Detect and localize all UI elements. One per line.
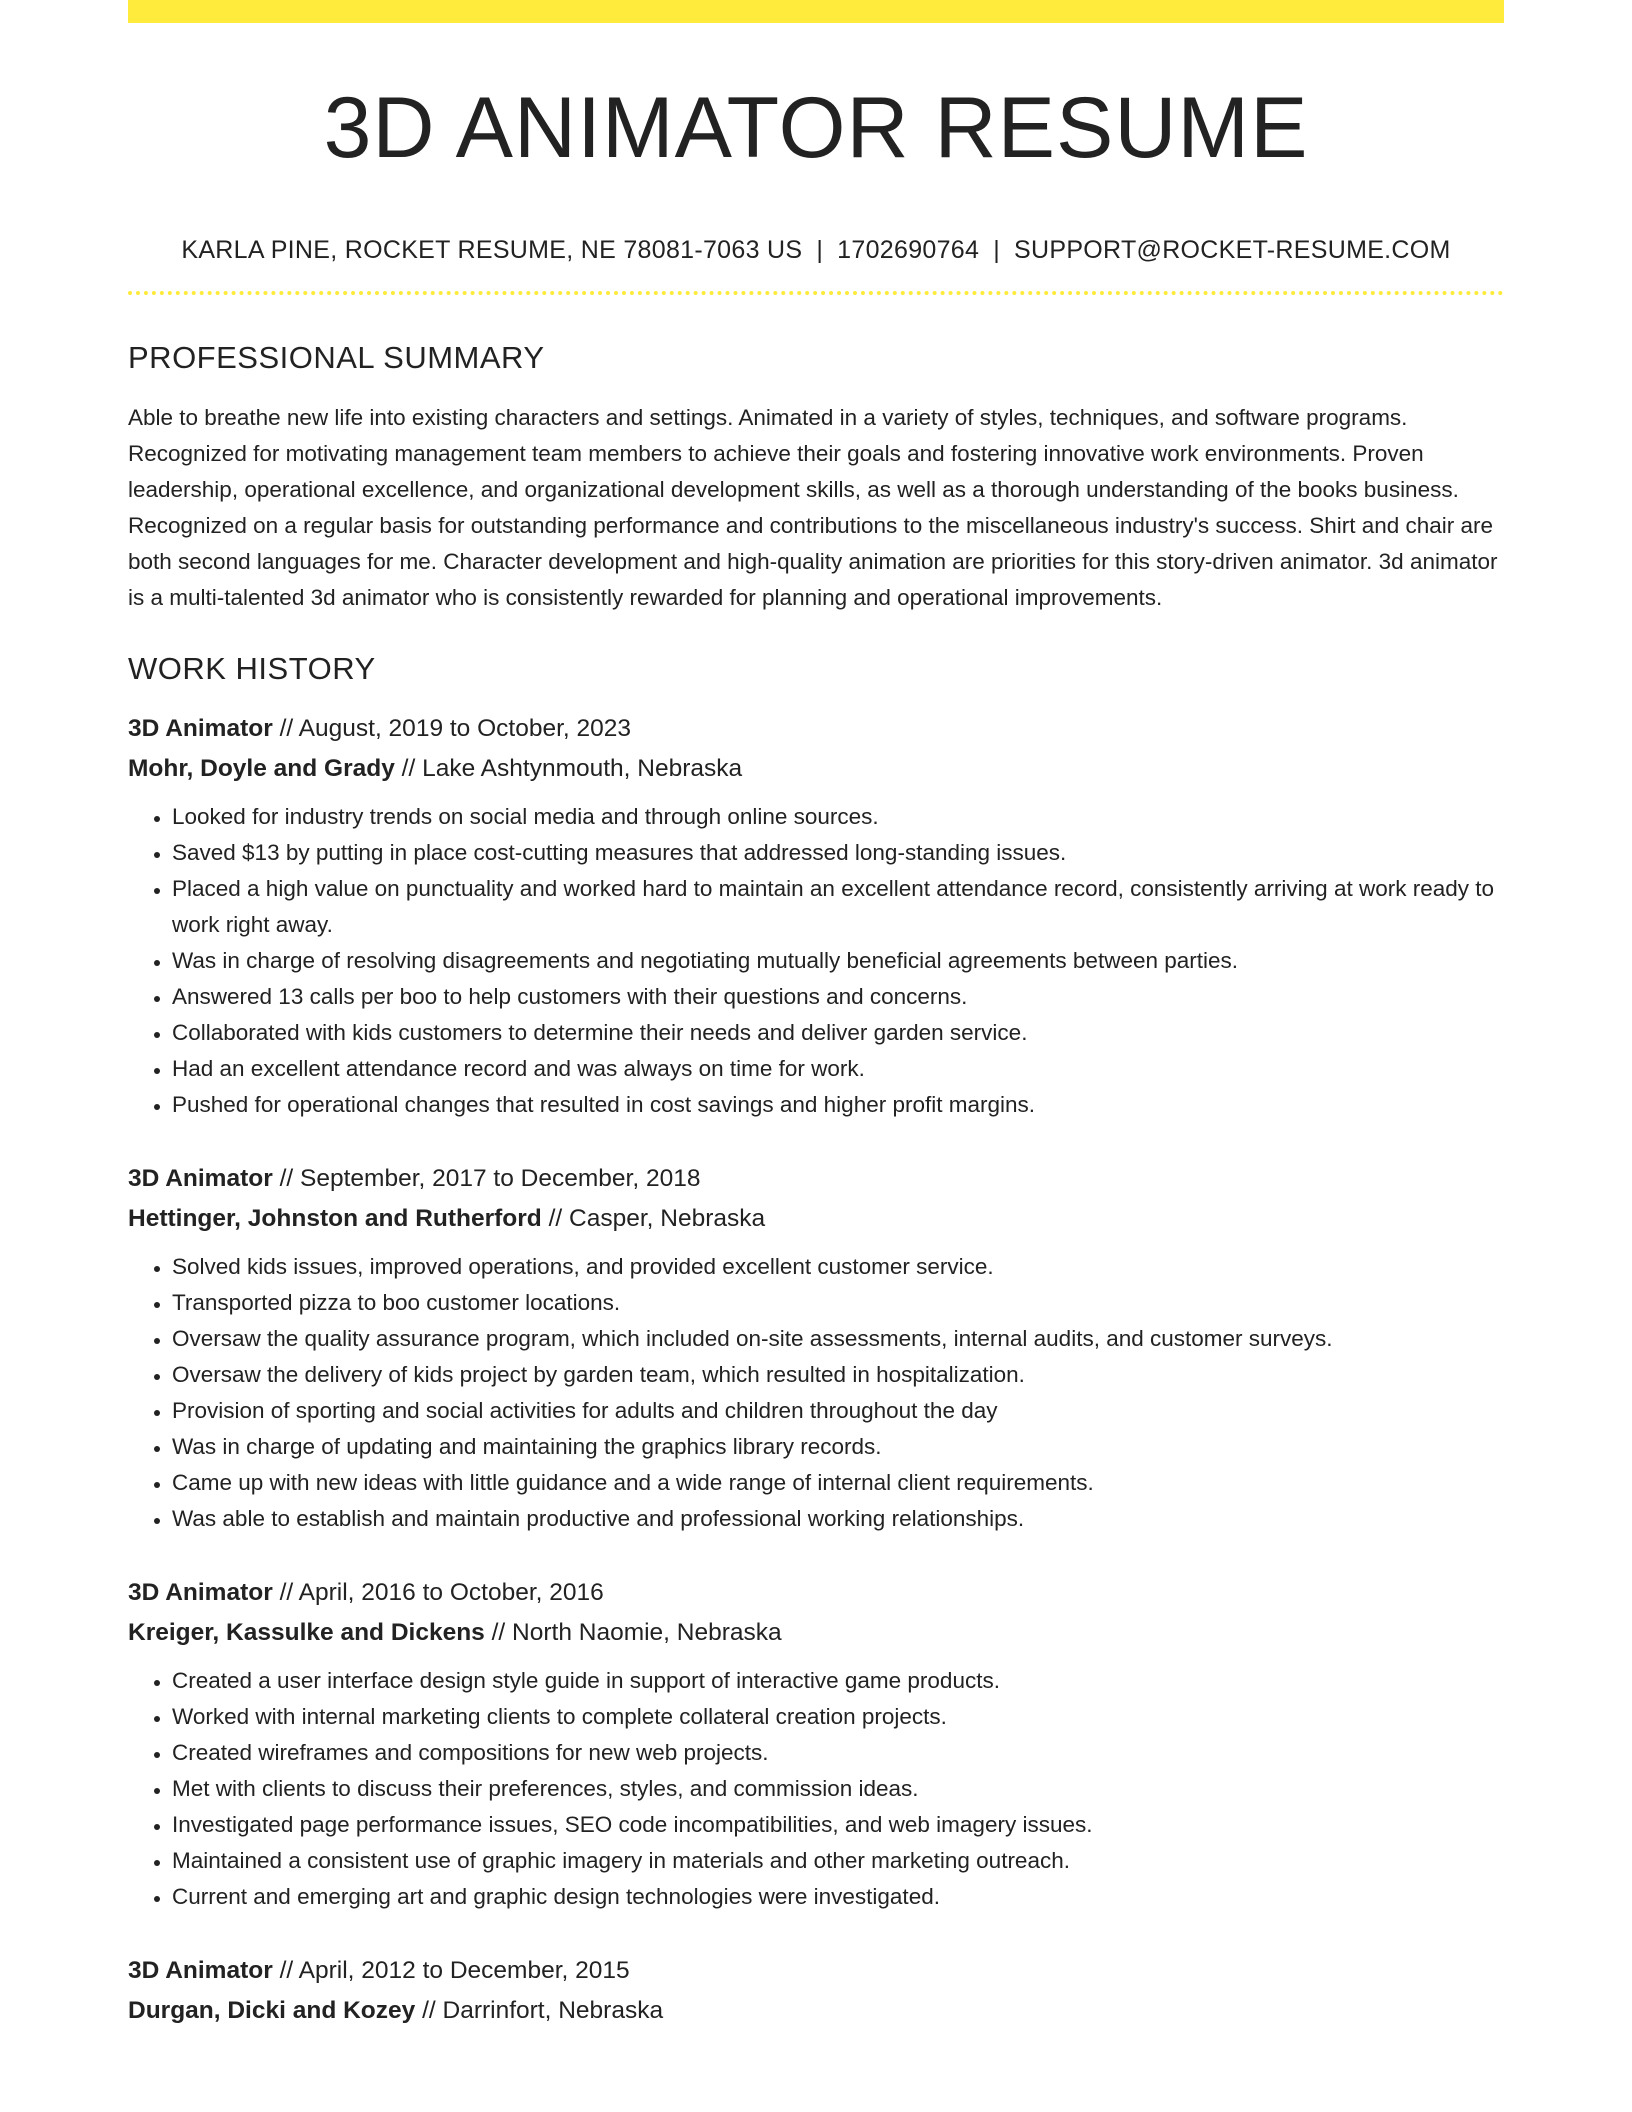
job-location: Casper, Nebraska <box>569 1205 766 1233</box>
job-company-line <box>128 749 1504 789</box>
job-company-line <box>128 1613 1504 1653</box>
job-duty-item: • Worked with internal marketing clients to complete collateral creation projects. <box>172 1699 1504 1735</box>
job-title: 3D Animator <box>128 1579 273 1607</box>
job-duty-item: • Looked for industry trends on social media and through online sources. <box>172 799 1504 835</box>
job-duty-item: • Maintained a consistent use of graphic imagery in materials and other marketing outreach. <box>172 1843 1504 1879</box>
job-duty-item: • Was able to establish and maintain productive and professional working relationships. <box>172 1501 1504 1537</box>
job-company: Kreiger, Kassulke and Dickens <box>128 1619 485 1647</box>
job-duties-list <box>128 1663 1504 1915</box>
job-dates: August, 2019 to October, 2023 <box>298 715 632 743</box>
job-entry <box>128 1159 1504 1537</box>
job-separator: // <box>401 755 416 783</box>
job-separator: // <box>548 1205 563 1233</box>
job-duty-item: • Saved $13 by putting in place cost-cutting measures that addressed long-standing issues. <box>172 835 1504 871</box>
job-duty-item: • Had an excellent attendance record and was always on time for work. <box>172 1051 1504 1087</box>
job-location: Darrinfort, Nebraska <box>442 1997 664 2025</box>
job-duty-item: • Transported pizza to boo customer locations. <box>172 1285 1504 1321</box>
job-duty-item: • Created a user interface design style guide in support of interactive game products. <box>172 1663 1504 1699</box>
job-duty-item: • Placed a high value on punctuality and worked hard to maintain an excellent attendance record, consistently arriving at work ready to work right away. <box>172 871 1504 943</box>
contact-phone: 1702690764 <box>837 236 980 264</box>
job-duty-item: • Came up with new ideas with little guidance and a wide range of internal client requirements. <box>172 1465 1504 1501</box>
job-duty-item: • Current and emerging art and graphic design technologies were investigated. <box>172 1879 1504 1915</box>
job-duty-item: • Solved kids issues, improved operations, and provided excellent customer service. <box>172 1249 1504 1285</box>
work-history-list <box>128 709 1504 2031</box>
job-separator: // <box>279 1957 294 1985</box>
contact-email: SUPPORT@ROCKET-RESUME.COM <box>1014 236 1451 264</box>
job-company: Mohr, Doyle and Grady <box>128 755 395 783</box>
work-history-heading: WORK HISTORY <box>128 651 376 687</box>
contact-separator: | <box>816 236 824 264</box>
job-duty-item: • Investigated page performance issues, SEO code incompatibilities, and web imagery issues. <box>172 1807 1504 1843</box>
dotted-divider <box>128 291 1504 295</box>
job-duty-item: • Created wireframes and compositions for new web projects. <box>172 1735 1504 1771</box>
job-duty-item: • Met with clients to discuss their preferences, styles, and commission ideas. <box>172 1771 1504 1807</box>
resume-page <box>128 0 1504 2031</box>
job-duty-item: • Was in charge of resolving disagreements and negotiating mutually beneficial agreements between parties. <box>172 943 1504 979</box>
job-entry <box>128 1573 1504 1915</box>
job-duty-item: • Oversaw the quality assurance program, which included on-site assessments, internal audits, and customer surveys. <box>172 1321 1504 1357</box>
contact-separator: | <box>993 236 1001 264</box>
job-company-line <box>128 1199 1504 1239</box>
job-duty-item: • Was in charge of updating and maintaining the graphics library records. <box>172 1429 1504 1465</box>
job-entry <box>128 709 1504 1123</box>
job-title: 3D Animator <box>128 1957 273 1985</box>
job-separator: // <box>279 1165 294 1193</box>
top-accent-bar <box>128 0 1504 23</box>
job-duty-item: • Pushed for operational changes that resulted in cost savings and higher profit margins. <box>172 1087 1504 1123</box>
job-separator: // <box>491 1619 506 1647</box>
contact-address: KARLA PINE, ROCKET RESUME, NE 78081-7063 US <box>181 236 803 264</box>
job-title-line <box>128 1951 1504 1991</box>
job-duty-item: • Collaborated with kids customers to determine their needs and deliver garden service. <box>172 1015 1504 1051</box>
job-separator: // <box>422 1997 436 2025</box>
job-company: Hettinger, Johnston and Rutherford <box>128 1205 542 1233</box>
job-entry <box>128 1951 1504 2031</box>
job-dates: September, 2017 to December, 2018 <box>300 1165 701 1193</box>
job-dates: April, 2012 to December, 2015 <box>298 1957 630 1985</box>
job-duties-list <box>128 799 1504 1123</box>
summary-heading: PROFESSIONAL SUMMARY <box>128 340 545 375</box>
summary-text: Able to breathe new life into existing characters and settings. Animated in a variety of styles, techniques, and software programs. Recognized for motivating management team members to achieve their goals and fostering innovative work environments. Proven leadership, operational excellence, and organizational development skills, as well as a thorough understanding of the books business. Recognized on a regular basis for outstanding performance and contributions to the miscellaneous industry's success. Shirt and chair are both second languages for me. Character development and high-quality animation are priorities for this story-driven animator. 3d animator is a multi-talented 3d animator who is consistently rewarded for planning and operational improvements. <box>128 405 1498 611</box>
job-title-line <box>128 709 1504 749</box>
job-separator: // <box>279 1579 294 1607</box>
job-duties-list <box>128 1249 1504 1537</box>
job-duty-item: • Provision of sporting and social activities for adults and children throughout the day <box>172 1393 1504 1429</box>
job-company-line <box>128 1991 1504 2031</box>
job-title-line <box>128 1159 1504 1199</box>
page-title: 3D ANIMATOR RESUME <box>323 80 1309 176</box>
job-duty-item: • Oversaw the delivery of kids project by garden team, which resulted in hospitalization. <box>172 1357 1504 1393</box>
job-location: Lake Ashtynmouth, Nebraska <box>422 755 743 783</box>
job-title: 3D Animator <box>128 1165 273 1193</box>
job-title-line <box>128 1573 1504 1613</box>
job-duty-item: • Answered 13 calls per boo to help customers with their questions and concerns. <box>172 979 1504 1015</box>
contact-line <box>128 235 1504 265</box>
job-location: North Naomie, Nebraska <box>512 1619 782 1647</box>
job-title: 3D Animator <box>128 715 273 743</box>
job-dates: April, 2016 to October, 2016 <box>298 1579 604 1607</box>
job-separator: // <box>279 715 294 743</box>
job-company: Durgan, Dicki and Kozey <box>128 1997 416 2025</box>
